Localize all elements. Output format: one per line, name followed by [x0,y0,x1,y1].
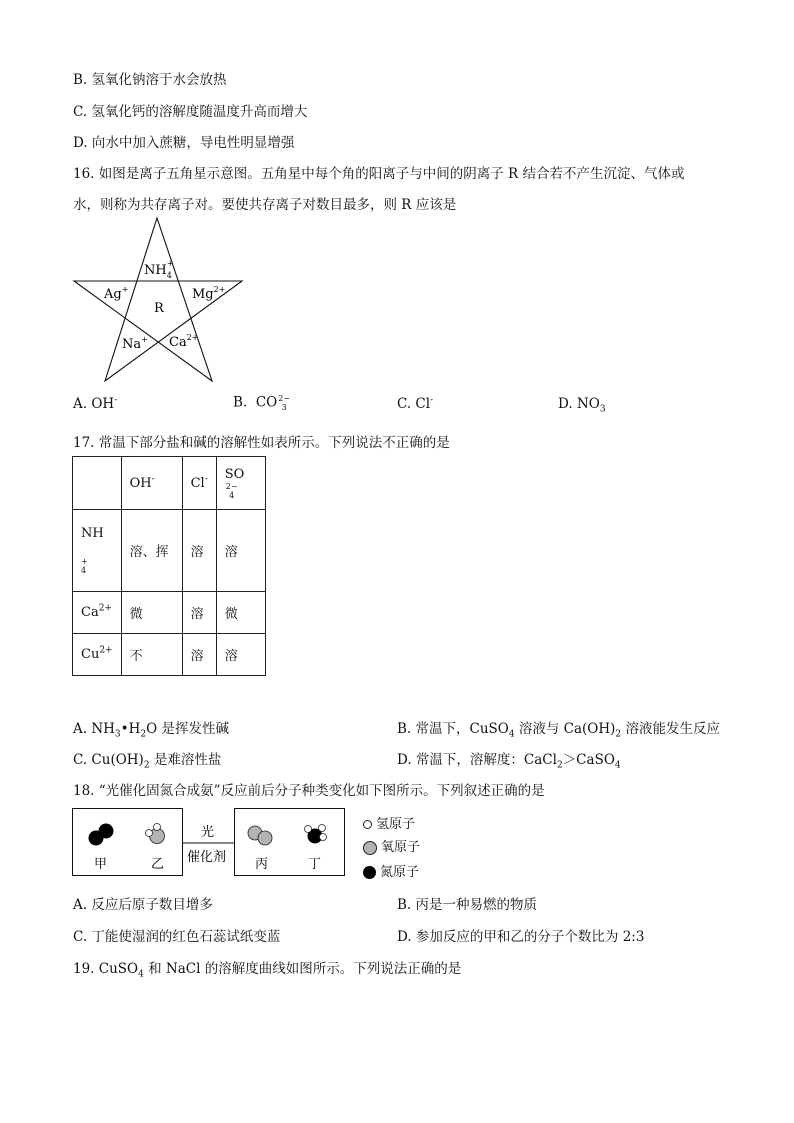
ion-star-diagram [70,215,280,387]
table-corner-cell [73,457,122,510]
table-cell: 溶 [216,634,265,676]
table-row [73,457,266,510]
q16-stem-line1: 16. 如图是离子五角星示意图。五角星中每个角的阳离子与中间的阴离子 R 结合若不产生沉淀、气体或 [73,166,685,182]
oxygen-atom-icon [363,841,377,855]
nitrogen-atom-icon [363,866,376,879]
q16-option-a: A. OH- [73,395,118,412]
table-header-so4: SO 2− 4 [216,457,265,510]
reaction-diagram [72,806,362,880]
star-center-anion: R [154,301,164,316]
hydrogen-atom-icon [363,820,372,829]
table-row-head-cu: $Cu^{2+}$ [73,634,122,676]
q17-stem: 17. 常温下部分盐和碱的溶解性如表所示。下列说法不正确的是 [73,435,450,451]
q16-option-d: D. $NO_3$ [558,396,606,415]
arrow-condition-bottom: 催化剂 [187,850,227,865]
reactant-box [73,809,183,876]
q15-option-b: B. 氢氧化钠溶于水会放热 [73,72,227,88]
table-header-oh: OH- [121,457,182,510]
solubility-table [72,456,266,676]
legend-nitrogen: 氮原子 [363,861,419,880]
q15-option-c: C. 氢氧化钙的溶解度随温度升高而增大 [73,104,308,120]
arrow-condition-top: 光 [201,825,215,840]
table-header-cl: Cl- [182,457,216,510]
q18-option-b: B. 丙是一种易燃的物质 [397,897,538,913]
q16-option-b: B. CO 2− 3 [233,394,291,412]
label-bing: 丙 [255,857,269,872]
q15-option-d: D. 向水中加入蔗糖，导电性明显增强 [73,135,295,151]
label-ding: 丁 [308,857,322,872]
label-jia: 甲 [94,857,108,872]
product-box [235,809,345,876]
molecule-bing [248,826,272,845]
q16-option-c: C. Cl- [397,395,434,412]
table-row [73,634,266,676]
legend-oxygen: 氧原子 [363,836,420,855]
table-cell: 微 [121,592,182,634]
table-cell: 溶 [216,510,265,592]
q18-option-a: A. 反应后原子数目增多 [73,897,213,913]
label-yi: 乙 [151,857,165,872]
table-row-head-nh4: NH + 4 [73,510,122,592]
q18-option-d: D. 参加反应的甲和乙的分子个数比为 2:3 [397,929,645,945]
q17-option-c: C. $Cu(OH)_2$ 是难溶性盐 [73,752,222,771]
star-bottom-left-ion: Na+ [122,335,148,352]
table-cell: 微 [216,592,265,634]
q18-stem: 18. “光催化固氮合成氨”反应前后分子种类变化如下图所示。下列叙述正确的是 [73,783,545,799]
table-row [73,592,266,634]
star-right-ion: $Mg^{2+}$ [192,285,226,302]
q17-option-d: D. 常温下，溶解度：CaCl$_2$＞CaSO$_4$ [397,752,621,771]
star-bottom-right-ion: $Ca^{2+}$ [169,333,199,350]
table-cell: 溶 [182,634,216,676]
molecule-ding [305,825,327,844]
q19-stem: 19. CuSO$_4$ 和 NaCl 的溶解度曲线如图所示。下列说法正确的是 [73,961,462,980]
q18-option-c: C. 丁能使湿润的红色石蕊试纸变蓝 [73,929,281,945]
legend-hydrogen: 氢原子 [363,813,415,832]
table-cell: 不 [121,634,182,676]
molecule-jia [89,824,113,845]
table-row-head-ca: $Ca^{2+}$ [73,592,122,634]
table-row [73,510,266,592]
q17-option-b: B. 常温下，CuSO$_4$ 溶液与 $Ca(OH)_2$ 溶液能发生反应 [397,721,720,740]
q17-option-a: A. $NH_3•H_2O$ 是挥发性碱 [73,721,229,740]
table-cell: 溶 [182,510,216,592]
molecule-yi [146,824,165,844]
q16-stem-line2: 水，则称为共存离子对。要使共存离子对数目最多，则 R 应该是 [73,197,457,213]
star-left-ion: Ag+ [104,285,129,302]
star-outline [74,218,242,381]
star-top-ion: $NH_4+$ [144,259,174,280]
table-cell: 溶、挥 [121,510,182,592]
table-cell: 溶 [182,592,216,634]
